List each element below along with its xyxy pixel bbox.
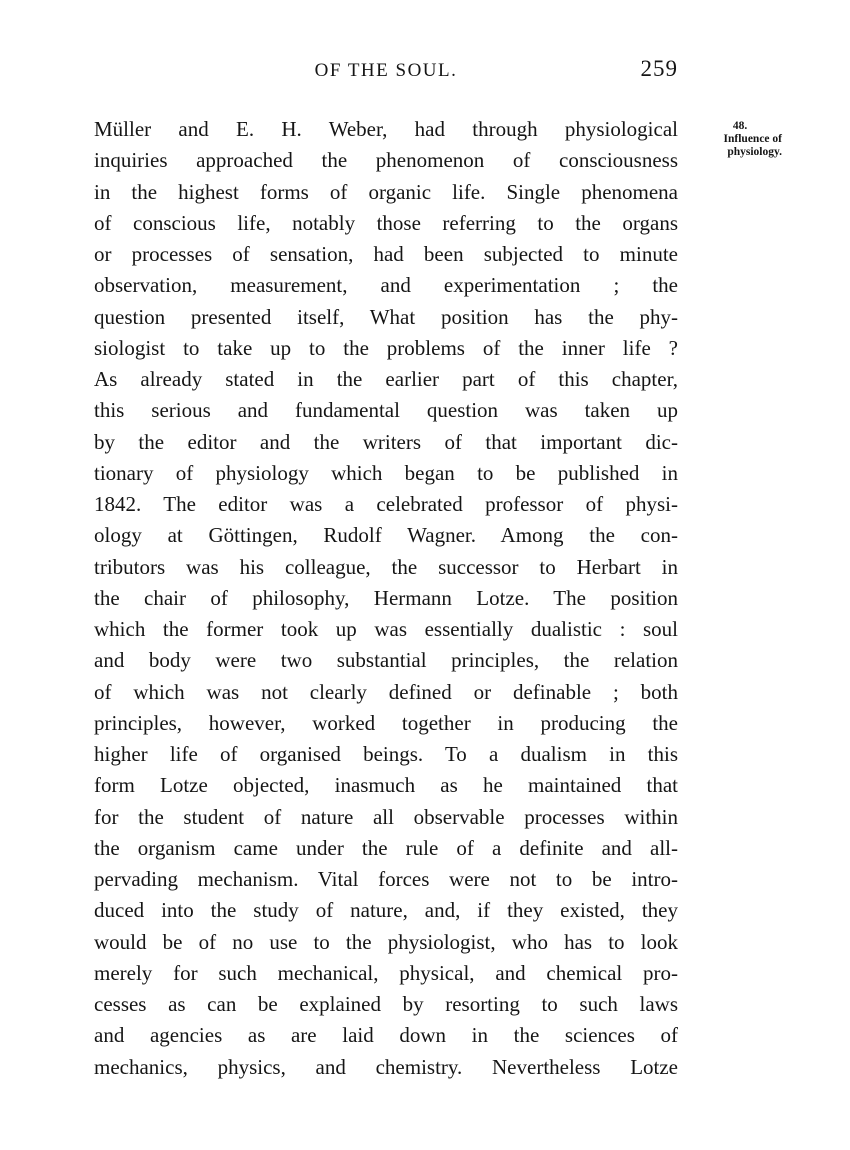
margin-note-number: 48. [732,120,748,132]
margin-note [686,120,782,159]
page-number: 259 [640,56,678,81]
text-line: question presented itself, What position has the phy- [94,304,678,329]
text-line: the chair of philosophy, Hermann Lotze. The position [94,585,678,610]
margin-note-line: physiology. [727,146,782,158]
text-line: would be of no use to the physiologist, who has to look [94,929,678,954]
text-line: which the former took up was essentially dualistic : soul [94,617,678,641]
text-line: this serious and fundamental question was taken up [94,398,678,423]
text-line: of which was not clearly defined or definable ; both [94,679,678,704]
text-line: for the student of nature all observable processes within [94,804,678,829]
text-line: Müller and E. H. Weber, had through physiological [94,117,678,141]
text-line: ology at Göttingen, Rudolf Wagner. Among the con- [94,523,678,548]
margin-note-line: Influence of [723,133,782,145]
text-line: and body were two substantial principles, the relation [94,648,678,673]
text-line: pervading mechanism. Vital forces were not to be intro- [94,867,678,891]
text-line: and agencies as are laid down in the sciences of [94,1023,678,1048]
text-line: by the editor and the writers of that important dic- [94,429,678,454]
text-line: observation, measurement, and experimentation ; the [94,273,678,298]
body-text [94,114,678,1083]
text-line: tributors was his colleague, the successor to Herbart in [94,554,678,579]
text-line: or processes of sensation, had been subjected to minute [94,242,678,266]
text-line: in the highest forms of organic life. Single phenomena [94,179,678,204]
text-line: siologist to take up to the problems of the inner life ? [94,335,678,360]
text-line: cesses as can be explained by resorting to such laws [94,992,678,1016]
running-title: OF THE SOUL. [314,60,458,81]
text-line: inquiries approached the phenomenon of consciousness [94,148,678,173]
text-line: merely for such mechanical, physical, and chemical pro- [94,960,678,985]
text-line: As already stated in the earlier part of this chapter, [94,367,678,391]
text-line: mechanics, physics, and chemistry. Nevertheless Lotze [94,1054,678,1079]
text-line: form Lotze objected, inasmuch as he maintained that [94,773,678,798]
text-line: higher life of organised beings. To a dualism in this [94,742,678,766]
text-line: the organism came under the rule of a definite and all- [94,835,678,860]
text-line: 1842. The editor was a celebrated professor of physi- [94,492,678,516]
text-line: of conscious life, notably those referring to the organs [94,210,678,235]
text-line: tionary of physiology which began to be published in [94,460,678,485]
running-head [94,56,678,96]
text-line: principles, however, worked together in producing the [94,710,678,735]
text-line: duced into the study of nature, and, if they existed, they [94,898,678,923]
